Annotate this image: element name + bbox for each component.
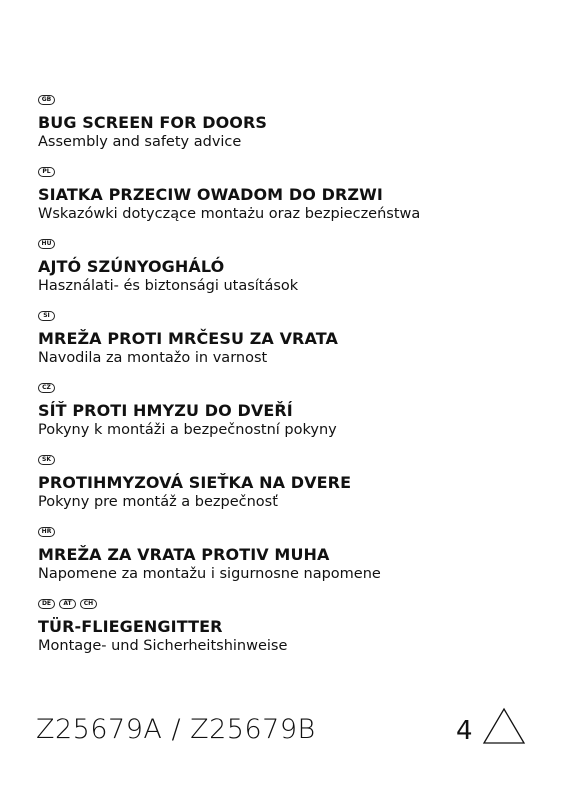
country-code-badge: HR — [38, 527, 55, 537]
section-title: AJTÓ SZÚNYOGHÁLÓ — [38, 257, 225, 276]
section-si — [38, 311, 538, 367]
section-cz — [38, 383, 538, 439]
country-code-badge: DE — [38, 599, 55, 609]
section-subtitle: Pokyny pre montáž a bezpečnosť — [38, 494, 278, 510]
country-code-badge: PL — [38, 167, 55, 177]
country-code-badge: SK — [38, 455, 55, 465]
section-subtitle: Wskazówki dotyczące montażu oraz bezpieczeństwa — [38, 206, 421, 222]
country-code-badge: AT — [59, 599, 76, 609]
section-de-at-ch — [38, 599, 538, 655]
country-codes — [38, 455, 538, 467]
section-subtitle: Assembly and safety advice — [38, 134, 242, 150]
country-codes — [38, 599, 538, 611]
section-sk — [38, 455, 538, 511]
country-codes — [38, 95, 538, 107]
page-number: 4 — [456, 716, 473, 746]
section-title: SÍŤ PROTI HMYZU DO DVEŘÍ — [38, 401, 293, 420]
section-subtitle: Pokyny k montáži a bezpečnostní pokyny — [38, 422, 337, 438]
country-codes — [38, 239, 538, 251]
section-hr — [38, 527, 538, 583]
country-code-badge: CH — [80, 599, 97, 609]
section-title: MREŽA PROTI MRČESU ZA VRATA — [38, 329, 338, 348]
country-codes — [38, 383, 538, 395]
section-gb — [38, 95, 538, 151]
section-hu — [38, 239, 538, 295]
section-title: TÜR-FLIEGENGITTER — [38, 617, 223, 636]
section-subtitle: Navodila za montažo in varnost — [38, 350, 268, 366]
section-subtitle: Napomene za montažu i sigurnosne napomene — [38, 566, 381, 582]
country-code-badge: CZ — [38, 383, 55, 393]
section-title: PROTIHMYZOVÁ SIEŤKA NA DVERE — [38, 473, 352, 492]
section-subtitle: Használati- és biztonsági utasítások — [38, 278, 299, 294]
section-subtitle: Montage- und Sicherheitshinweise — [38, 638, 288, 654]
section-title: MREŽA ZA VRATA PROTIV MUHA — [38, 545, 330, 564]
section-pl — [38, 167, 538, 223]
country-code-badge: HU — [38, 239, 55, 249]
language-list — [38, 95, 538, 655]
triangle-outline-icon — [482, 707, 526, 745]
section-title: BUG SCREEN FOR DOORS — [38, 113, 268, 132]
country-code-badge: SI — [38, 311, 55, 321]
country-code-badge: GB — [38, 95, 55, 105]
country-codes — [38, 311, 538, 323]
model-number: Z25679A / Z25679B — [36, 714, 316, 745]
country-codes — [38, 167, 538, 179]
country-codes — [38, 527, 538, 539]
section-title: SIATKA PRZECIW OWADOM DO DRZWI — [38, 185, 383, 204]
